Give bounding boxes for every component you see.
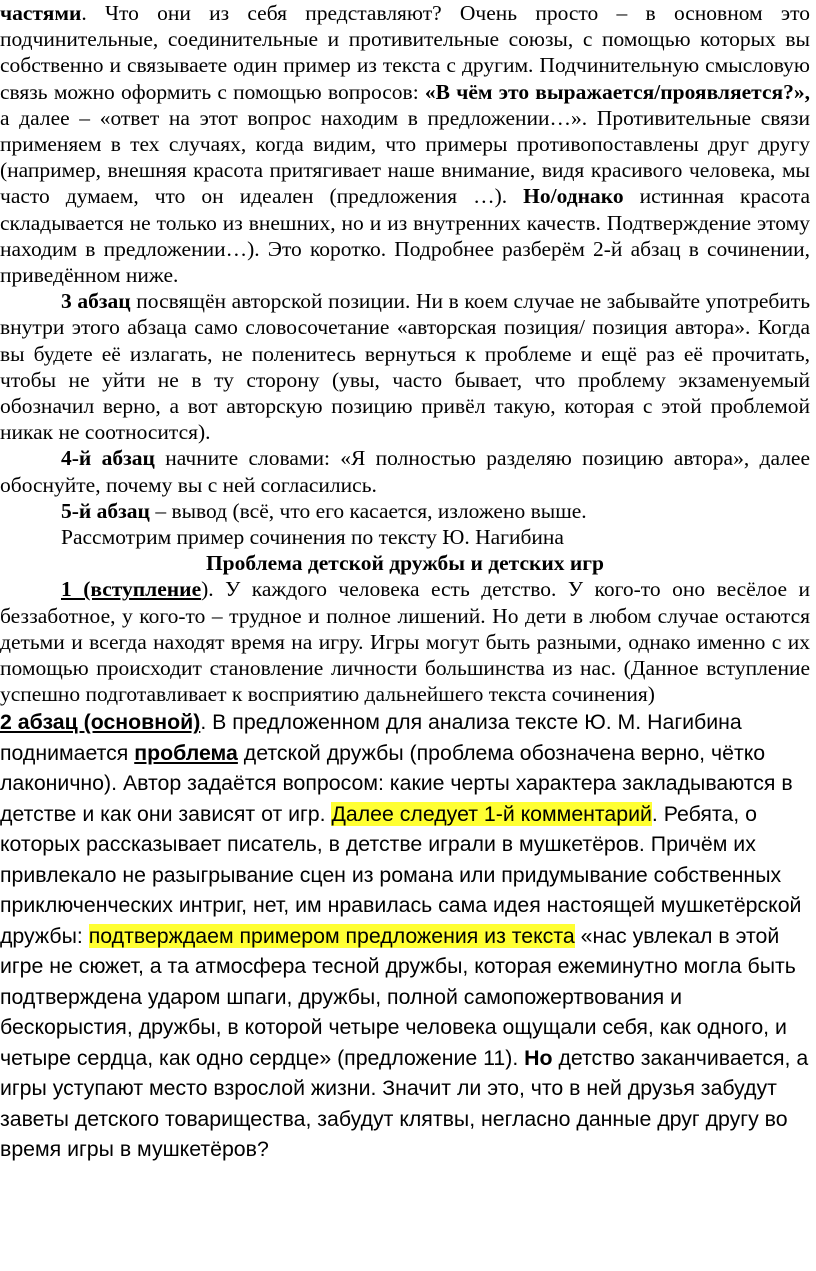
bold-conjunction: Но/однако [523,184,624,209]
highlight-example: подтверждаем примером предложения из текста [88,923,575,948]
essay-main-paragraph: 2 абзац (основной). В предложенном для анализа тексте Ю. М. Нагибина поднимается проблема детской дружбы (проблема обозначена верно, чётко лаконично). Автор задаётся вопросом: какие черты характера закладываются в детстве и как они зависят от игр. Далее следует 1-й комментарий. Ребята, о которых рассказывает писатель, в детстве играли в мушкетёров. Причём их привлекало не разыгрывание сцен из романа или придумывание собственных приключенческих интриг, нет, им нравилась сама идея настоящей мушкетёрской дружбы: подтверждаем примером предложения из текста «нас увлекал в этой игре не сюжет, а та атмосфера тесной дружбы, которая ежеминутно могла быть подтверждена ударом шпаги, дружбы, полной самопожертвования и бескорыстия, дружбы, в которой четыре человека ощущали себя, как одного, и четыре сердца, как одно сердце» (предложение 11). Но детство заканчивается, а игры уступают место взрослой жизни. Значит ли это, что в ней друзья забудут заветы детского товарищества, забудут клятвы, негласно данные друг другу во время игры в мушкетёров? [0,710,809,1162]
example-intro: Рассмотрим пример сочинения по тексту Ю. Нагибина [61,525,564,550]
essay-introduction: 1 (вступление). У каждого человека есть детство. У кого-то оно весёлое и беззаботное, у кого-то – трудное и полное лишений. Но дети в любом случае остаются детьми и всегда находят время на игру. Игры могут быть разными, однако именно с их помощью происходит становление личности большинства из нас. (Данное вступление успешно подготавливает к восприятию дальнейшего текста сочинения) [0,577,810,707]
bold-conjunction: Но [524,1045,553,1070]
paragraph-4: 4-й абзац начните словами: «Я полностью разделяю позицию автора», далее обоснуйте, почему вы с ней согласились. [0,446,811,497]
bold-underlined-label: 2 абзац (основной) [0,710,201,735]
essay-title: Проблема детской дружбы и детских игр [205,551,605,576]
bold-label: 3 абзац [61,289,131,314]
paragraph-5-conclusion: 5-й абзац – вывод (всё, что его касается, изложено выше. [61,498,587,523]
paragraph-linking-examples: частями. Что они из себя представляют? Очень просто – в основном это подчинительные, соединительные и противительные союзы, с помощью которых вы собственно и связываете один пример из текста с другим. Подчинительную смысловую связь можно оформить с помощью вопросов: «В чём это выражается/проявляется?», а далее – «ответ на этот вопрос находим в предложении…». Противительные связи применяем в тех случаях, когда видим, что примеры противопоставлены друг другу (например, внешняя красота притягивает наше внимание, видя красивого человека, мы часто думаем, что он идеален (предложения …). Но/однако истинная красота складывается не только из внешних, но и из внутренних качеств. Подтверждение этому находим в предложении…). Это коротко. Подробнее разберём 2-й абзац в сочинении, приведённом ниже. [0,1,811,288]
bold-label: 4-й абзац [61,446,155,471]
bold-underlined-word: проблема [134,740,238,765]
text-block-essay-body [0,707,810,1165]
bold-term: частями [0,1,82,25]
bold-label: 5-й абзац [61,498,150,523]
bold-question: «В чём это выражается/проявляется?», [424,79,811,104]
bold-underlined-label: 1 (вступление [61,577,202,602]
highlight-comment: Далее следует 1-й комментарий [331,801,652,826]
paragraph-3-author-position: 3 абзац посвящён авторской позиции. Ни в коем случае не забывайте употребить внутри этого абзаца само словосочетание «авторская позиция/ позиция автора». Когда вы будете её излагать, не поленитесь вернуться к проблеме и ещё раз её прочитать, чтобы не уйти не в ту сторону (увы, часто бывает, что проблему экзаменуемый обозначил верно, а вот авторскую позицию привёл такую, которая с этой проблемой никак не соотносится). [0,289,811,445]
